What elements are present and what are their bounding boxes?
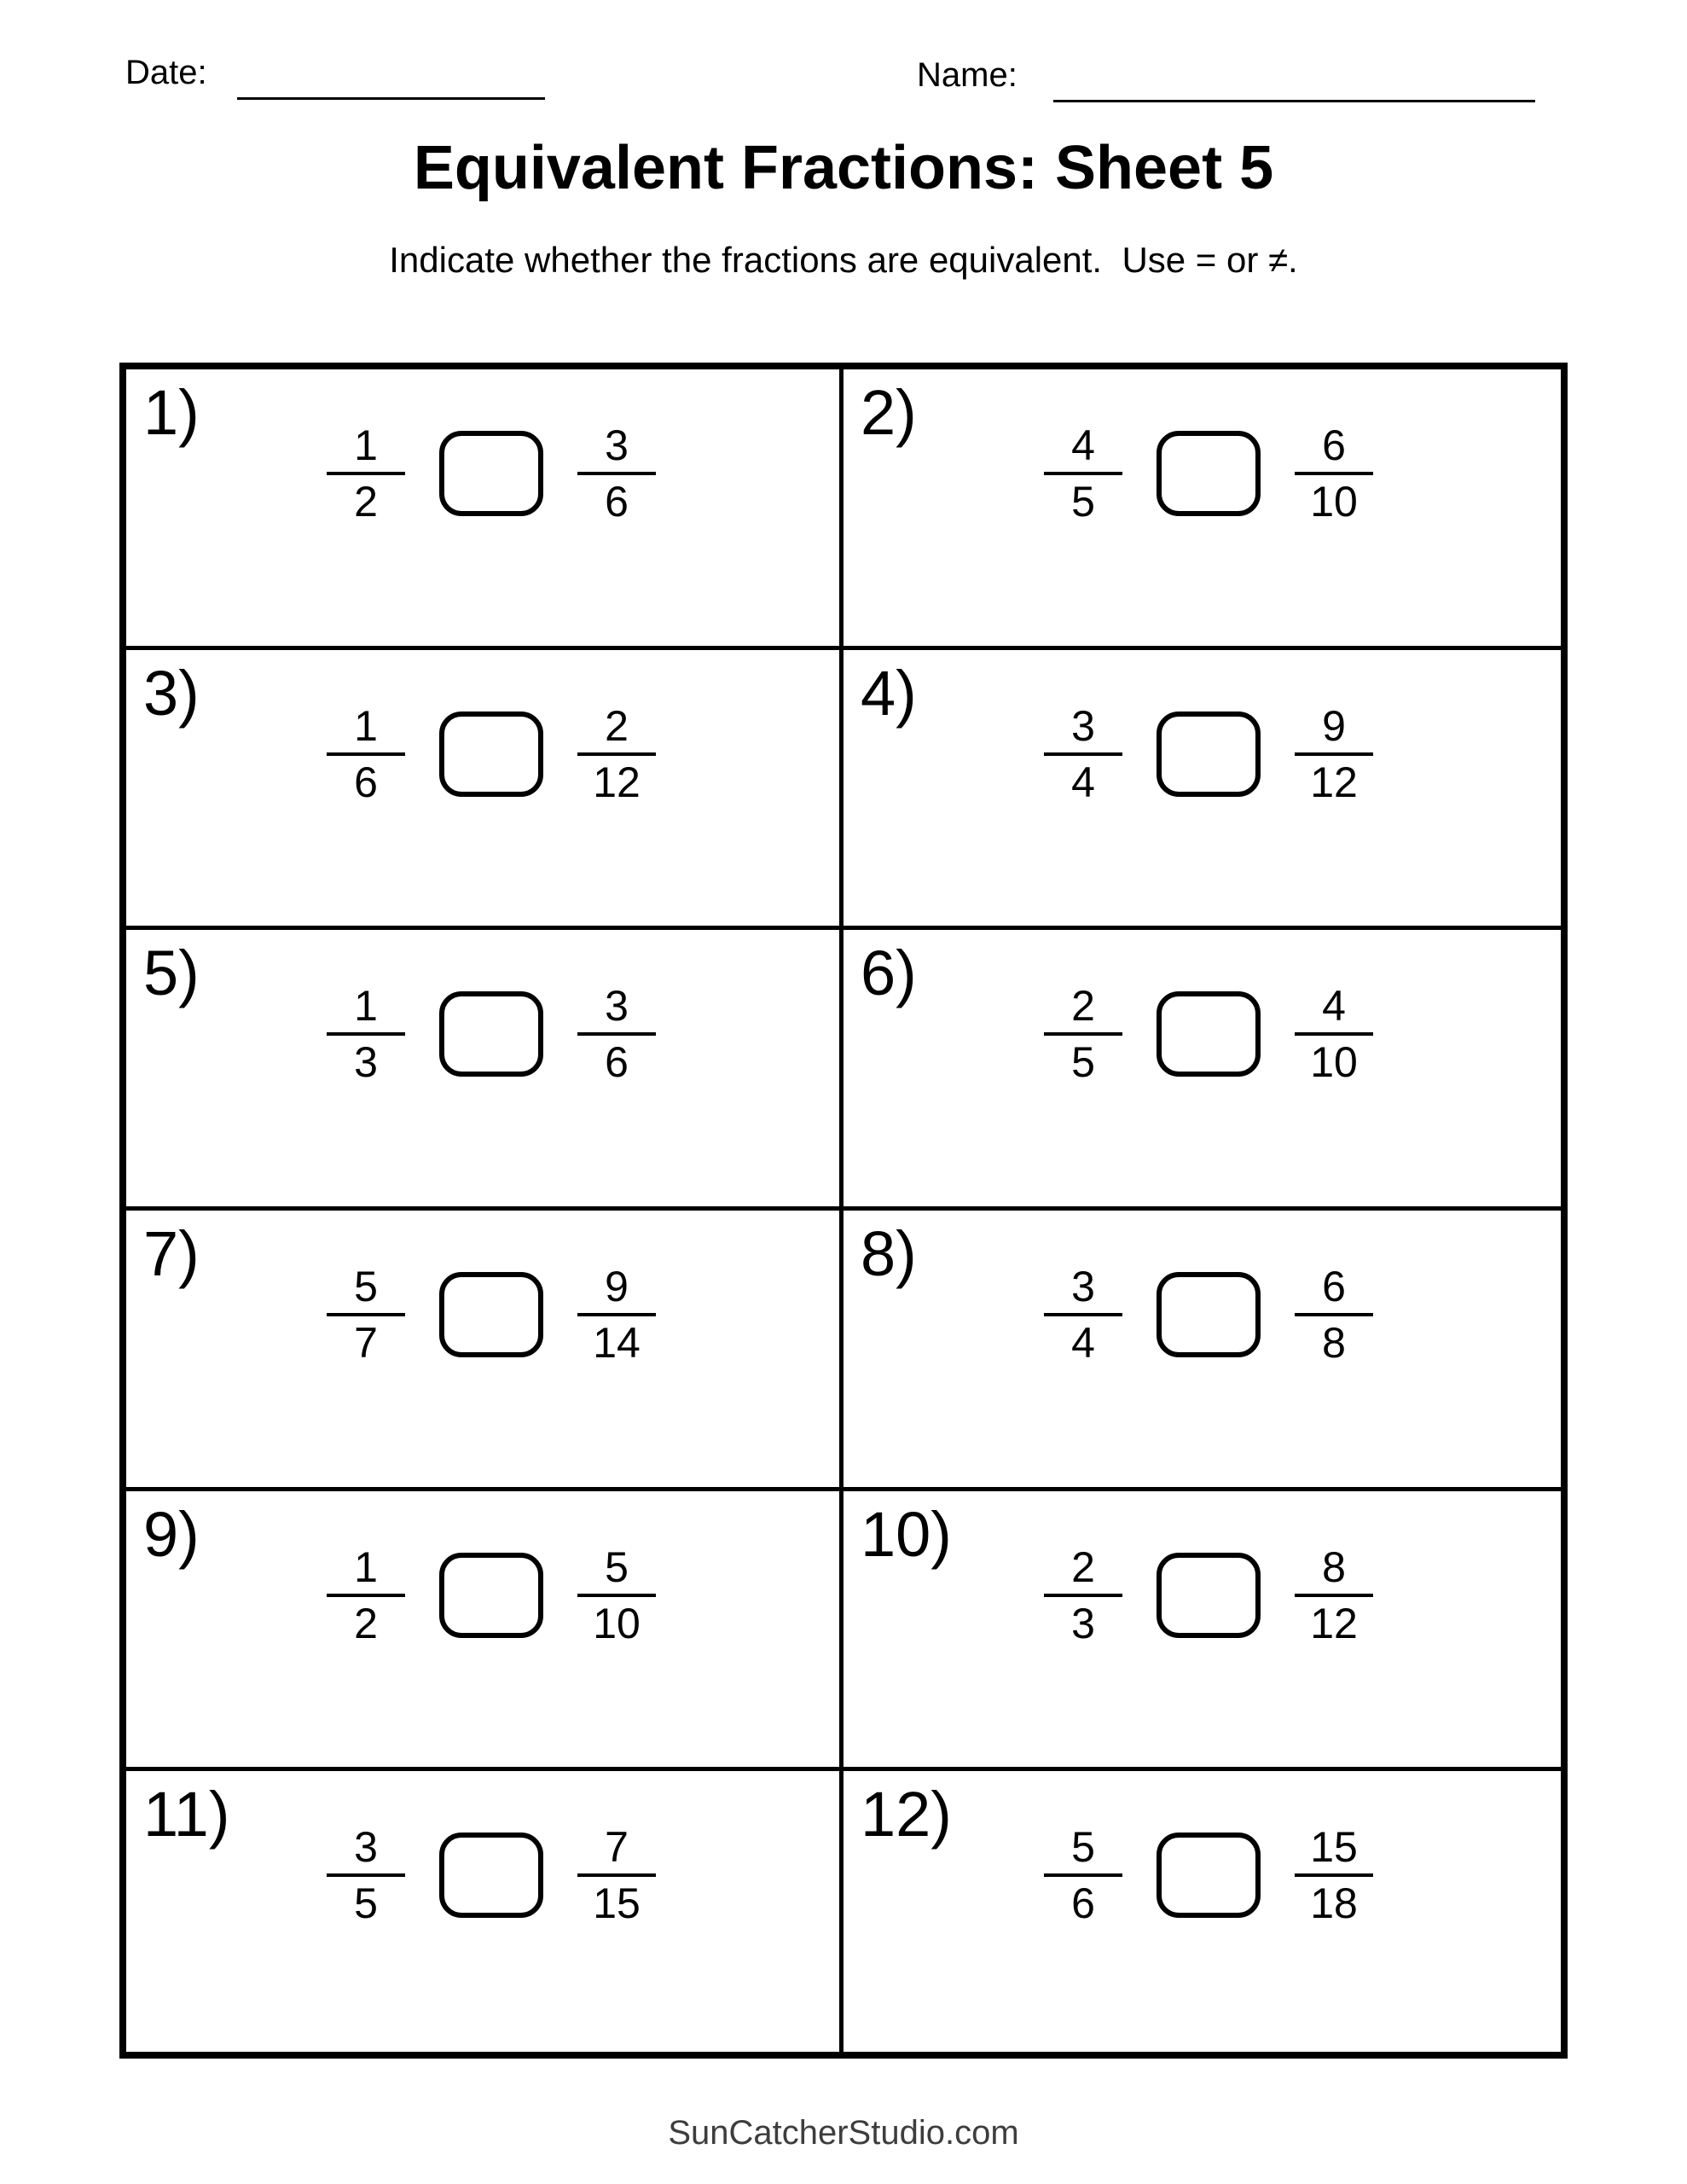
fraction-bar [1044, 1873, 1122, 1877]
problem-cell-11 [126, 1771, 844, 2052]
problem-number: 6) [861, 938, 917, 1009]
fraction-bar [1295, 1032, 1373, 1036]
numerator: 5 [605, 1542, 629, 1591]
fraction-bar [1295, 1873, 1373, 1877]
fraction-bar [1295, 1594, 1373, 1597]
problem-cell-6 [844, 930, 1561, 1211]
denominator: 12 [593, 758, 641, 806]
denominator: 7 [354, 1318, 378, 1367]
right-fraction [577, 1542, 656, 1647]
denominator: 2 [354, 1599, 378, 1647]
right-fraction [577, 1823, 656, 1928]
fraction-bar [1044, 1313, 1122, 1316]
numerator: 6 [1322, 421, 1346, 469]
right-fraction [577, 421, 656, 526]
fraction-bar [577, 752, 656, 756]
denominator: 8 [1322, 1318, 1346, 1367]
problem-cell-4 [844, 650, 1561, 931]
denominator: 5 [354, 1879, 378, 1928]
denominator: 18 [1310, 1879, 1358, 1928]
denominator: 6 [605, 478, 629, 526]
left-fraction [1044, 701, 1122, 806]
numerator: 1 [354, 1542, 378, 1591]
problem-number: 7) [143, 1217, 200, 1289]
page-title: Equivalent Fractions: Sheet 5 [413, 134, 1274, 202]
right-fraction [1295, 1542, 1373, 1647]
problem-number: 5) [143, 938, 200, 1009]
denominator: 10 [1310, 1038, 1358, 1087]
left-fraction [327, 421, 405, 526]
answer-box[interactable] [439, 1833, 543, 1918]
denominator: 4 [1071, 1318, 1095, 1367]
answer-box[interactable] [439, 1553, 543, 1638]
answer-box[interactable] [1157, 431, 1261, 516]
answer-box[interactable] [439, 712, 543, 797]
problem-cell-7 [126, 1211, 844, 1491]
denominator: 2 [354, 478, 378, 526]
fraction-bar [577, 1032, 656, 1036]
right-fraction [1295, 421, 1373, 526]
right-fraction [577, 1262, 656, 1367]
numerator: 6 [1322, 1262, 1346, 1310]
fraction-bar [1044, 1032, 1122, 1036]
fraction-bar [1044, 752, 1122, 756]
answer-box[interactable] [1157, 712, 1261, 797]
denominator: 14 [593, 1318, 641, 1367]
right-fraction [577, 701, 656, 806]
fraction-bar [1295, 1313, 1373, 1316]
name-line[interactable] [1053, 100, 1535, 102]
right-fraction [1295, 982, 1373, 1087]
fraction-bar [1295, 472, 1373, 475]
problem-cell-8 [844, 1211, 1561, 1491]
problem-number: 11) [143, 1779, 230, 1850]
answer-box[interactable] [1157, 1833, 1261, 1918]
problem-cell-5 [126, 930, 844, 1211]
numerator: 3 [605, 982, 629, 1031]
problem-number: 4) [861, 657, 917, 729]
numerator: 5 [1071, 1823, 1095, 1872]
problems-grid [119, 363, 1568, 2059]
fraction-bar [327, 472, 405, 475]
numerator: 8 [1322, 1542, 1346, 1591]
denominator: 10 [1310, 478, 1358, 526]
numerator: 4 [1071, 421, 1095, 469]
problem-cell-2 [844, 369, 1561, 650]
fraction-bar [1044, 1594, 1122, 1597]
problem-cell-1 [126, 369, 844, 650]
denominator: 6 [605, 1038, 629, 1087]
denominator: 10 [593, 1599, 641, 1647]
denominator: 5 [1071, 1038, 1095, 1087]
denominator: 6 [1071, 1879, 1095, 1928]
problem-cell-9 [126, 1491, 844, 1772]
problem-number: 12) [861, 1779, 952, 1850]
left-fraction [327, 1823, 405, 1928]
denominator: 6 [354, 758, 378, 806]
left-fraction [327, 1542, 405, 1647]
denominator: 12 [1310, 1599, 1358, 1647]
numerator: 2 [1071, 1542, 1095, 1591]
right-fraction [1295, 1262, 1373, 1367]
numerator: 9 [605, 1262, 629, 1310]
problem-number: 2) [861, 377, 917, 448]
right-fraction [1295, 701, 1373, 806]
numerator: 1 [354, 701, 378, 750]
answer-box[interactable] [439, 431, 543, 516]
fraction-bar [327, 1313, 405, 1316]
numerator: 5 [354, 1262, 378, 1310]
problem-number: 3) [143, 657, 200, 729]
left-fraction [1044, 421, 1122, 526]
denominator: 5 [1071, 478, 1095, 526]
date-label: Date: [125, 54, 207, 91]
left-fraction [1044, 1823, 1122, 1928]
fraction-bar [577, 1873, 656, 1877]
numerator: 3 [605, 421, 629, 469]
site-credit: SunCatcherStudio.com [668, 2114, 1019, 2152]
fraction-bar [1044, 472, 1122, 475]
fraction-bar [327, 752, 405, 756]
numerator: 2 [605, 701, 629, 750]
problem-number: 1) [143, 377, 200, 448]
fraction-bar [577, 472, 656, 475]
left-fraction [1044, 982, 1122, 1087]
numerator: 1 [354, 421, 378, 469]
denominator: 12 [1310, 758, 1358, 806]
instructions-text: Indicate whether the fractions are equivalent. Use = or ≠. [389, 240, 1298, 280]
problem-cell-10 [844, 1491, 1561, 1772]
numerator: 3 [354, 1823, 378, 1872]
problem-number: 9) [143, 1498, 200, 1570]
denominator: 3 [354, 1038, 378, 1087]
numerator: 2 [1071, 982, 1095, 1031]
answer-box[interactable] [1157, 1553, 1261, 1638]
left-fraction [327, 1262, 405, 1367]
answer-box[interactable] [1157, 1272, 1261, 1357]
left-fraction [1044, 1542, 1122, 1647]
problem-number: 8) [861, 1217, 917, 1289]
numerator: 4 [1322, 982, 1346, 1031]
right-fraction [577, 982, 656, 1087]
denominator: 4 [1071, 758, 1095, 806]
numerator: 7 [605, 1823, 629, 1872]
numerator: 15 [1310, 1823, 1358, 1872]
fraction-bar [327, 1873, 405, 1877]
problem-cell-12 [844, 1771, 1561, 2052]
answer-box[interactable] [439, 1272, 543, 1357]
numerator: 9 [1322, 701, 1346, 750]
name-label: Name: [917, 56, 1017, 94]
left-fraction [1044, 1262, 1122, 1367]
left-fraction [327, 982, 405, 1087]
answer-box[interactable] [1157, 991, 1261, 1077]
fraction-bar [327, 1032, 405, 1036]
denominator: 15 [593, 1879, 641, 1928]
date-line[interactable] [237, 97, 545, 100]
numerator: 3 [1071, 1262, 1095, 1310]
fraction-bar [327, 1594, 405, 1597]
denominator: 3 [1071, 1599, 1095, 1647]
right-fraction [1295, 1823, 1373, 1928]
fraction-bar [1295, 752, 1373, 756]
problem-number: 10) [861, 1498, 952, 1570]
answer-box[interactable] [439, 991, 543, 1077]
fraction-bar [577, 1594, 656, 1597]
numerator: 3 [1071, 701, 1095, 750]
numerator: 1 [354, 982, 378, 1031]
problem-cell-3 [126, 650, 844, 931]
fraction-bar [577, 1313, 656, 1316]
left-fraction [327, 701, 405, 806]
